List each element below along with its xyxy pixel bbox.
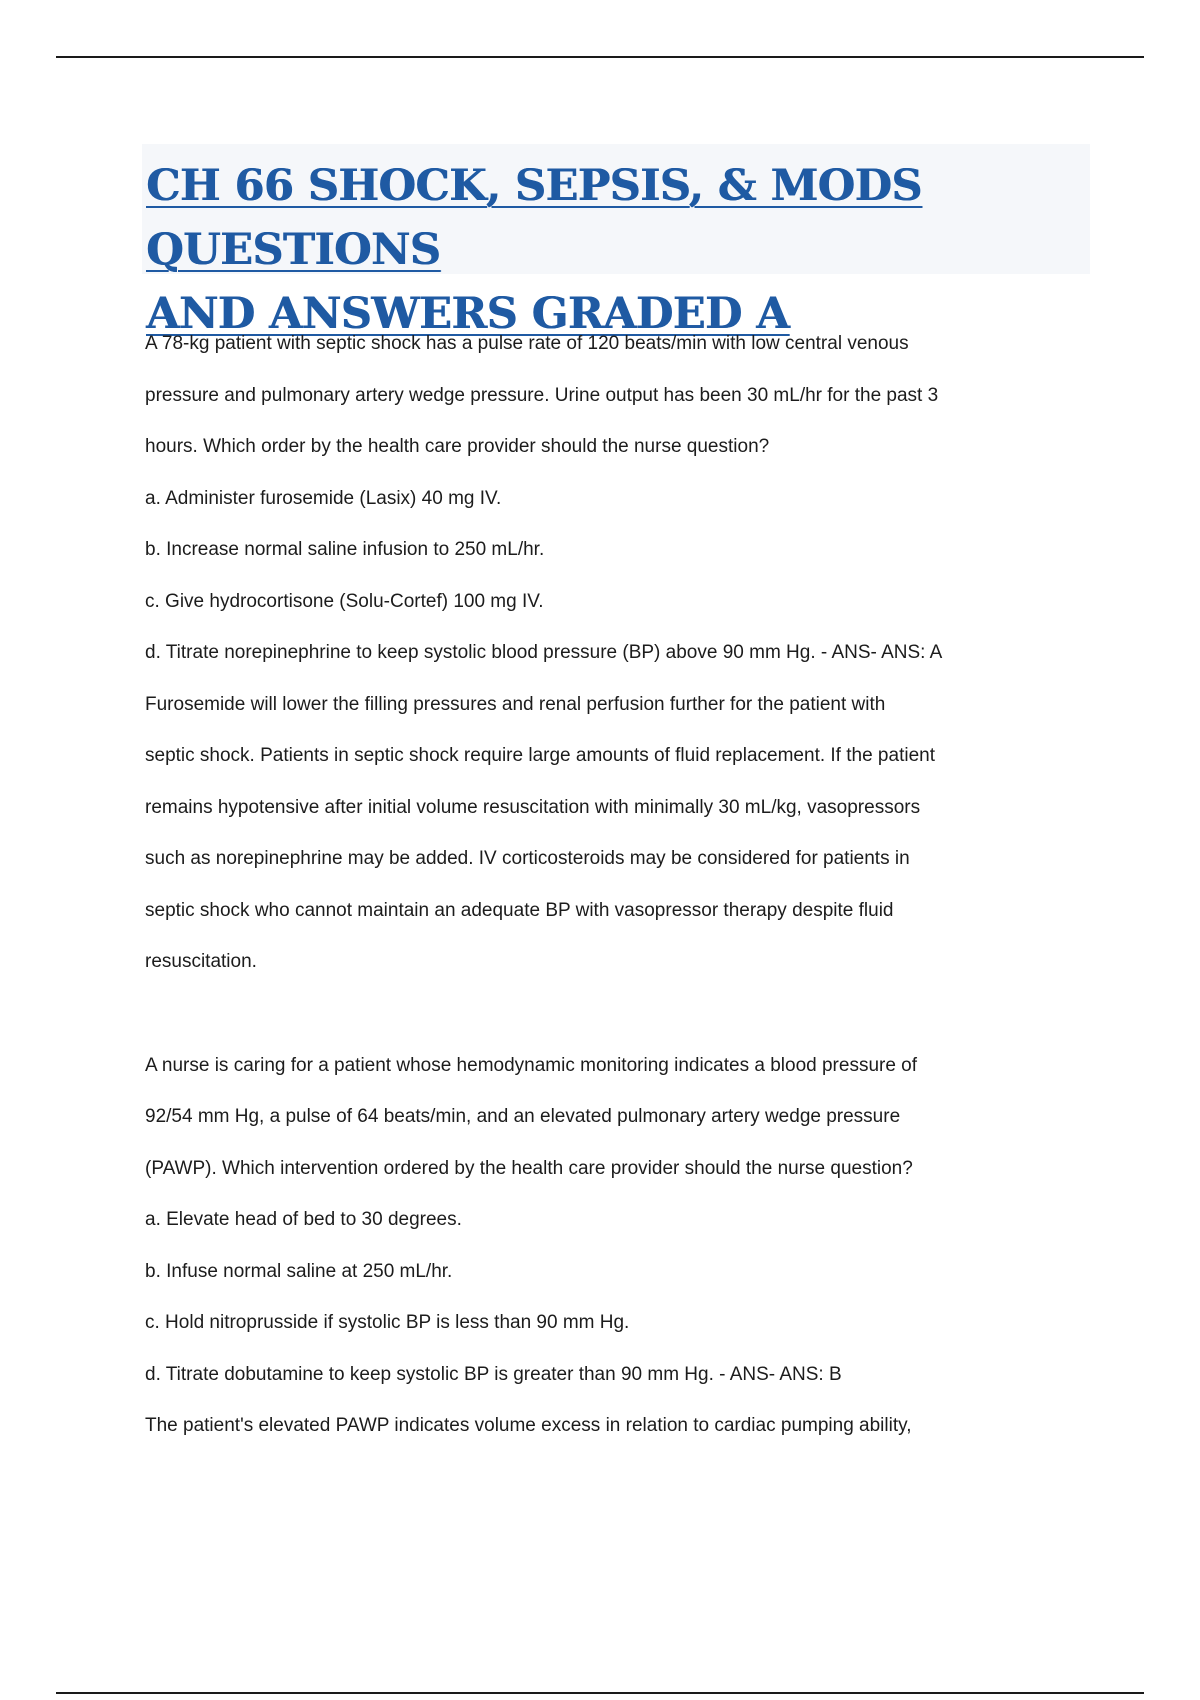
- answer-option-a: a. Administer furosemide (Lasix) 40 mg IV.: [145, 487, 502, 509]
- question-stem-line: 92/54 mm Hg, a pulse of 64 beats/min, and an elevated pulmonary artery wedge pressure: [145, 1106, 901, 1127]
- rationale-line: Furosemide will lower the filling pressures and renal perfusion further for the patient with: [145, 693, 886, 715]
- answer-option-b: b. Increase normal saline infusion to 250 mL/hr.: [145, 539, 545, 560]
- question-stem-line: pressure and pulmonary artery wedge pressure. Urine output has been 30 mL/hr for the past 3: [145, 384, 939, 406]
- document-body: [145, 318, 1045, 1452]
- document-title-line-1: CH 66 SHOCK, SEPSIS, & MODS QUESTIONS: [146, 161, 922, 275]
- question-stem-line: A 78-kg patient with septic shock has a pulse rate of 120 beats/min with low central venous: [145, 333, 909, 354]
- answer-option-d: d. Titrate dobutamine to keep systolic BP is greater than 90 mm Hg. - ANS- ANS: B: [145, 1363, 842, 1385]
- rationale-line: resuscitation.: [145, 951, 257, 972]
- question-1: [145, 318, 1045, 988]
- answer-option-d: d. Titrate norepinephrine to keep systolic blood pressure (BP) above 90 mm Hg. - ANS- ANS: A: [145, 642, 943, 663]
- answer-option-a: a. Elevate head of bed to 30 degrees.: [145, 1209, 462, 1230]
- footer-rule: [56, 1692, 1144, 1694]
- question-spacer: [145, 988, 1045, 1040]
- document-title-line-2: AND ANSWERS GRADED A: [146, 289, 789, 339]
- answer-option-b: b. Infuse normal saline at 250 mL/hr.: [145, 1260, 453, 1282]
- rationale-line: septic shock. Patients in septic shock require large amounts of fluid replacement. If the patient: [145, 745, 935, 766]
- rationale-line: remains hypotensive after initial volume resuscitation with minimally 30 mL/kg, vasopressors: [145, 796, 921, 818]
- answer-option-c: c. Hold nitroprusside if systolic BP is less than 90 mm Hg.: [145, 1312, 630, 1333]
- question-stem-line: hours. Which order by the health care provider should the nurse question?: [145, 436, 770, 457]
- question-2: [145, 1040, 1045, 1452]
- header-rule: [56, 56, 1144, 58]
- document-title: [142, 144, 1090, 346]
- rationale-line: The patient's elevated PAWP indicates volume excess in relation to cardiac pumping ability,: [145, 1415, 912, 1436]
- rationale-line: septic shock who cannot maintain an adequate BP with vasopressor therapy despite fluid: [145, 899, 894, 921]
- question-stem-line: (PAWP). Which intervention ordered by the health care provider should the nurse question?: [145, 1157, 913, 1179]
- title-block: [142, 144, 1090, 339]
- answer-option-c: c. Give hydrocortisone (Solu-Cortef) 100 mg IV.: [145, 590, 544, 612]
- rationale-line: such as norepinephrine may be added. IV corticosteroids may be considered for patients in: [145, 848, 910, 869]
- question-stem-line: A nurse is caring for a patient whose hemodynamic monitoring indicates a blood pressure of: [145, 1054, 918, 1076]
